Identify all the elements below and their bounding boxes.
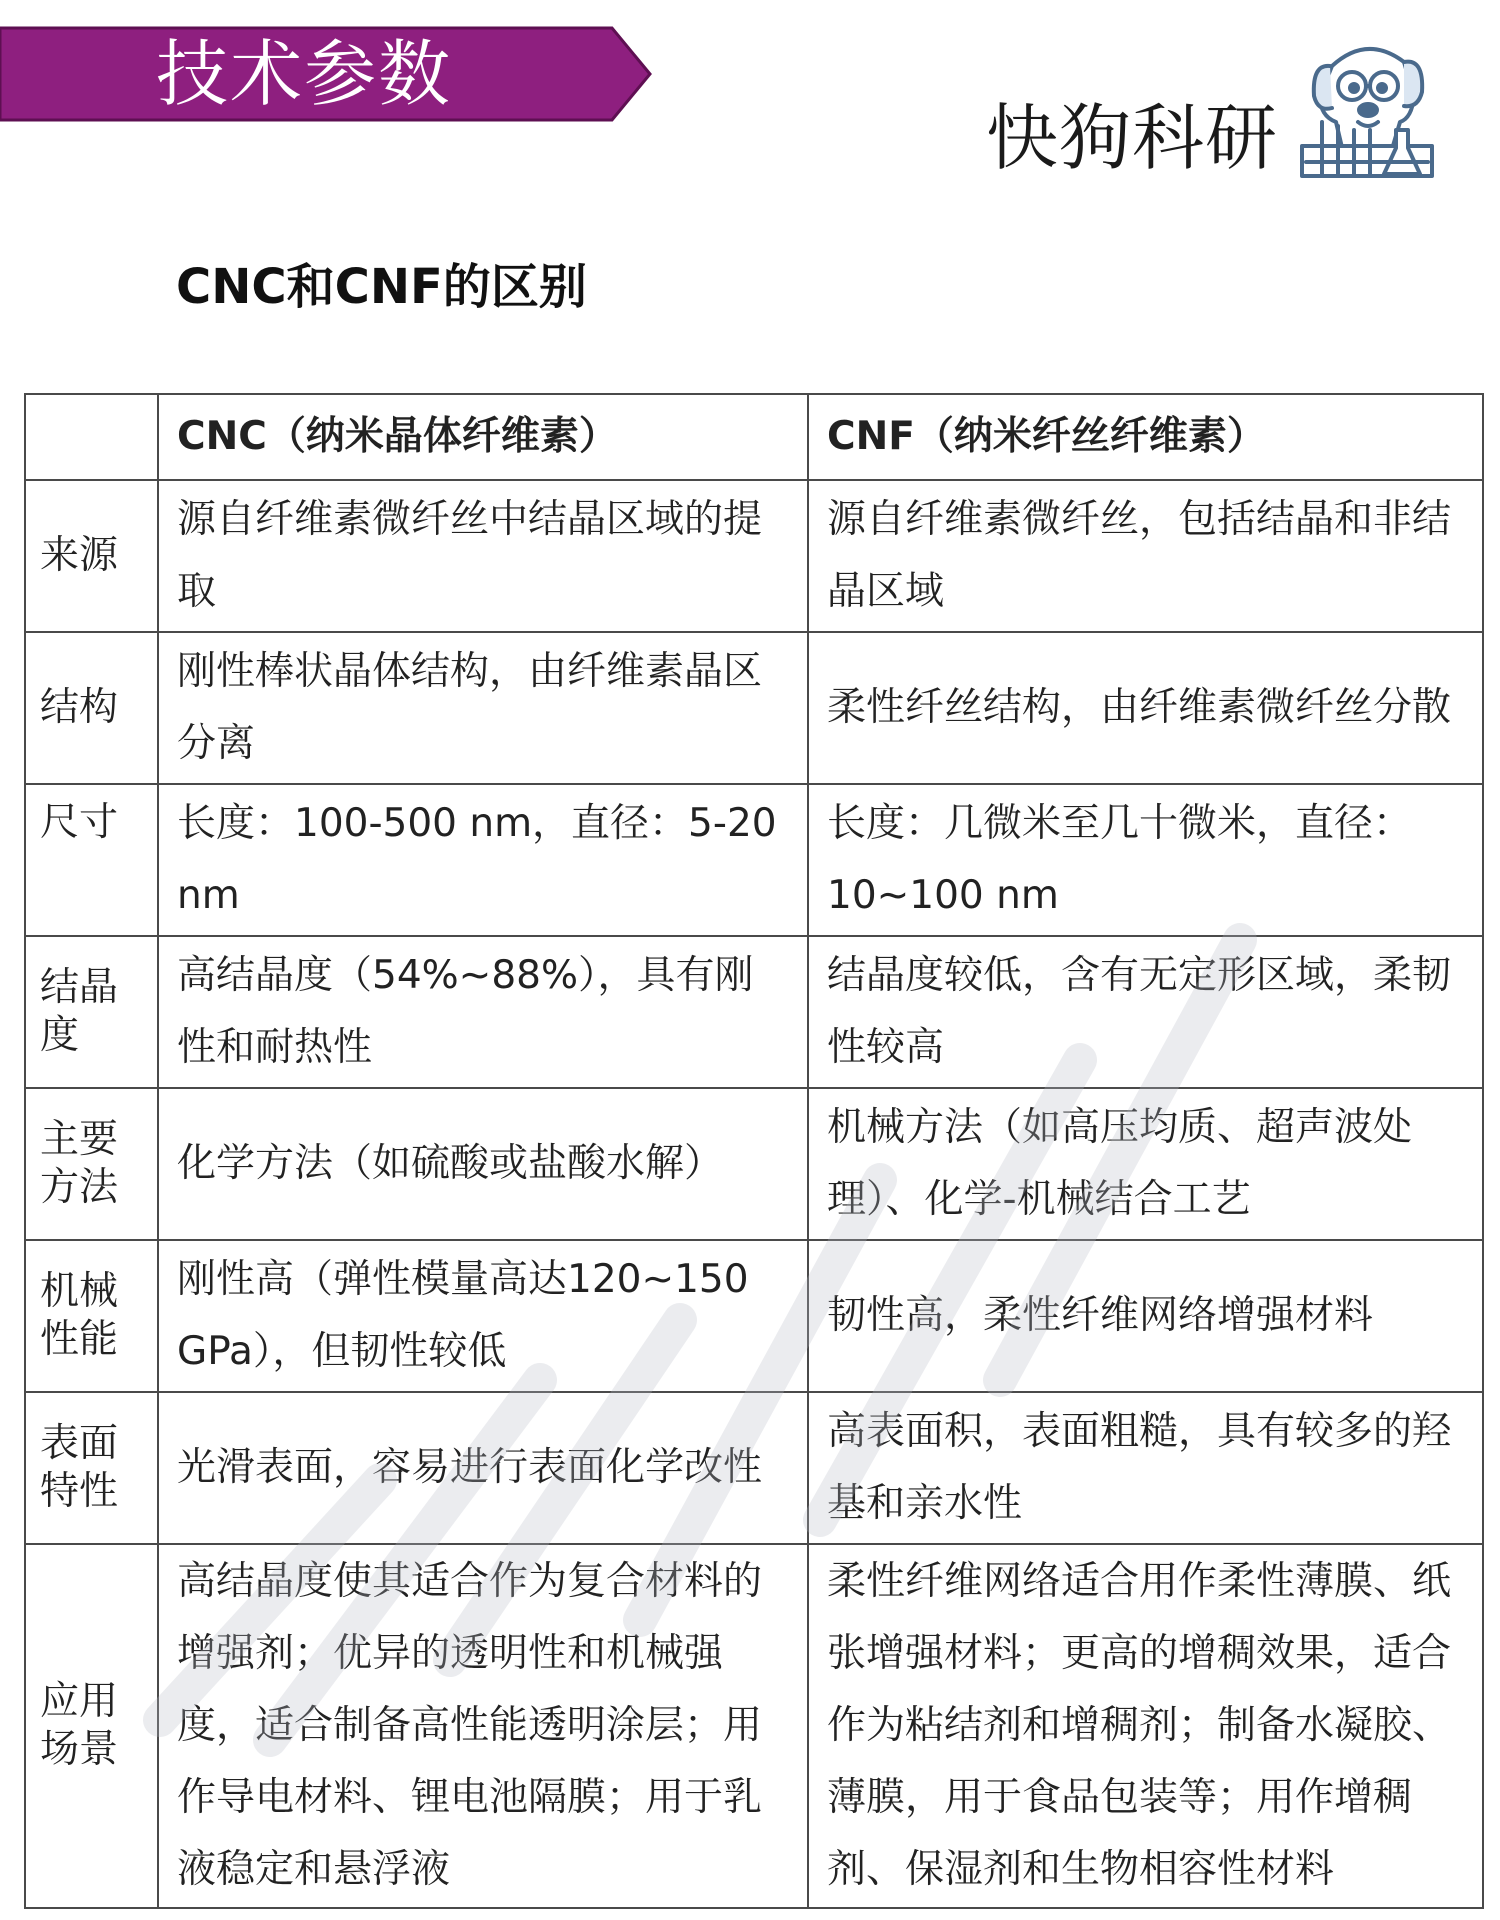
table-row [25,784,1483,936]
table-header-cell: CNF（纳米纤丝纤维素） [808,394,1483,480]
table-cell: 柔性纤维网络适合用作柔性薄膜、纸张增强材料；更高的增稠效果，适合作为粘结剂和增稠剂；制备水凝胶、薄膜，用于食品包装等；用作增稠剂、保湿剂和生物相容性材料 [808,1544,1483,1908]
table-cell: 柔性纤丝结构，由纤维素微纤丝分散 [808,632,1483,784]
table-cell: 源自纤维素微纤丝，包括结晶和非结晶区域 [808,480,1483,632]
table-row [25,480,1483,632]
row-label: 表面特性 [25,1392,158,1544]
table-cell: 高结晶度（54%~88%），具有刚性和耐热性 [158,936,808,1088]
row-label: 来源 [25,480,158,632]
table-header-cell: CNC（纳米晶体纤维素） [158,394,808,480]
table-cell: 化学方法（如硫酸或盐酸水解） [158,1088,808,1240]
table-cell: 刚性棒状晶体结构，由纤维素晶区分离 [158,632,808,784]
table-cell: 机械方法（如高压均质、超声波处理）、化学-机械结合工艺 [808,1088,1483,1240]
row-label: 结构 [25,632,158,784]
table-row [25,1544,1483,1908]
table-cell: 刚性高（弹性模量高达120~150 GPa），但韧性较低 [158,1240,808,1392]
table-row [25,632,1483,784]
section-banner [0,26,652,122]
table-cell: 结晶度较低，含有无定形区域，柔韧性较高 [808,936,1483,1088]
table-cell: 高结晶度使其适合作为复合材料的增强剂；优异的透明性和机械强度，适合制备高性能透明涂层；用作导电材料、锂电池隔膜；用于乳液稳定和悬浮液 [158,1544,808,1908]
document-subtitle: CNC和CNF的区别 [176,259,587,315]
table-row [25,1240,1483,1392]
row-label: 机械性能 [25,1240,158,1392]
row-label: 主要方法 [25,1088,158,1240]
table-cell: 长度：几微米至几十微米，直径：10~100 nm [808,784,1483,936]
dog-scientist-icon [1292,26,1442,186]
table-row [25,936,1483,1088]
table-cell: 高表面积，表面粗糙，具有较多的羟基和亲水性 [808,1392,1483,1544]
row-label: 结晶度 [25,936,158,1088]
row-label: 应用场景 [25,1544,158,1908]
table-header-cell [25,394,158,480]
table-cell: 光滑表面，容易进行表面化学改性 [158,1392,808,1544]
table-header-row [25,394,1483,480]
comparison-table [24,393,1484,1909]
table-cell: 源自纤维素微纤丝中结晶区域的提取 [158,480,808,632]
brand-name: 快狗科研 [986,96,1279,180]
table-cell: 长度：100-500 nm，直径：5-20 nm [158,784,808,936]
banner-title: 技术参数 [156,32,453,116]
row-label: 尺寸 [25,784,158,936]
table-row [25,1088,1483,1240]
table-cell: 韧性高，柔性纤维网络增强材料 [808,1240,1483,1392]
table-row [25,1392,1483,1544]
